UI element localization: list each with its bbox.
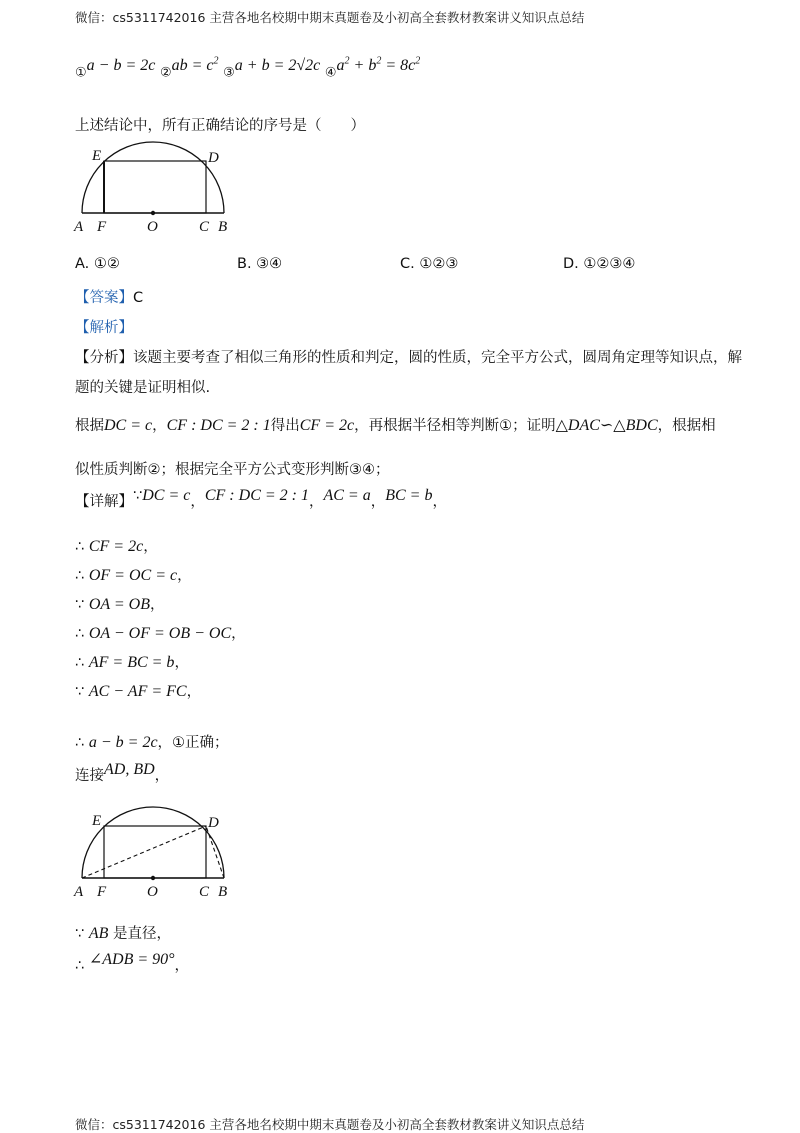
answer-value: C — [133, 290, 144, 306]
conclusion-1-expr: a − b = 2c — [86, 57, 156, 75]
label-E: E — [92, 813, 102, 829]
conclusion-4-expr: $a^2 + b^2 = 8c^2$ — [336, 56, 421, 75]
step-6: ∵ AC − AF = FC， — [75, 683, 202, 700]
segment-AD — [82, 826, 206, 878]
label-D: D — [208, 150, 219, 166]
step-4: ∴ OA − OF = OB − OC， — [75, 625, 246, 642]
label-B: B — [218, 884, 228, 900]
center-point — [151, 876, 155, 880]
label-C: C — [199, 219, 210, 235]
center-point — [151, 211, 155, 215]
rectangle-EFCD — [104, 161, 206, 213]
step-5: ∴ AF = BC = b， — [75, 654, 189, 671]
figure-semicircle-2 — [70, 805, 240, 905]
label-C: C — [199, 884, 210, 900]
conclusion-1-correct: ∴ a − b = 2c，①正确； — [75, 734, 229, 751]
option-c[interactable]: C. ①②③ — [400, 256, 459, 272]
step-1: ∴ CF = 2c， — [75, 538, 158, 555]
option-d[interactable]: D. ①②③④ — [563, 256, 636, 272]
label-A: A — [74, 884, 84, 900]
analysis-line-1: 【分析】该题主要考查了相似三角形的性质和判定，圆的性质，完全平方公式，圆周角定理等知识点，解 — [75, 350, 742, 366]
analysis-header: 【解析】 — [75, 320, 133, 336]
header-watermark: 微信：cs5311742016 主营各地名校期中期末真题卷及小初高全套教材教案讲义知识点总结 — [75, 10, 585, 25]
label-F: F — [97, 884, 107, 900]
rectangle-EFCD — [104, 826, 206, 878]
label-B: B — [218, 219, 228, 235]
method-line-1: 根据DC = c，CF : DC = 2 : 1得出CF = 2c，再根据半径相等判断①；证明△DAC∽△BDC，根据相 — [75, 417, 716, 434]
label-D: D — [208, 815, 219, 831]
label-E: E — [92, 148, 102, 164]
conclusions-line — [75, 56, 421, 81]
label-O: O — [147, 884, 158, 900]
figure-semicircle-1 — [70, 140, 240, 240]
answer-line — [75, 286, 143, 307]
label-A: A — [74, 219, 84, 235]
conclusion-3-expr: a + b = 2√2c — [234, 57, 321, 75]
label-O: O — [147, 219, 158, 235]
method-line-2: 似性质判断②；根据完全平方公式变形判断③④； — [75, 462, 390, 478]
conclusion-2-expr: ab = $c^2$ — [171, 56, 219, 75]
conclusion-2-number: ② — [159, 65, 172, 81]
footer-watermark: 微信：cs5311742016 主营各地名校期中期末真题卷及小初高全套教材教案讲义知识点总结 — [75, 1117, 585, 1132]
conclusion-1-number: ① — [75, 65, 87, 81]
diameter-statement: ∵ AB 是直径， — [75, 925, 171, 942]
option-a[interactable]: A. ①② — [75, 256, 120, 272]
answer-label: 【答案】 — [75, 290, 133, 306]
question-text: 上述结论中，所有正确结论的序号是（ ） — [75, 118, 365, 134]
connect-line: 连接AD, BD， — [75, 761, 170, 784]
conclusion-4-number: ④ — [324, 65, 337, 81]
step-2: ∴ OF = OC = c， — [75, 567, 192, 584]
analysis-line-2: 题的关键是证明相似. — [75, 380, 211, 396]
detail-line: 【详解】∵DC = c，CF : DC = 2 : 1，AC = a，BC = b， — [75, 487, 447, 510]
conclusion-3-number: ③ — [223, 65, 235, 81]
angle-statement: ∴ ∠ADB = 90°， — [75, 951, 190, 974]
step-3: ∵ OA = OB， — [75, 596, 165, 613]
label-F: F — [97, 219, 107, 235]
semicircle-arc — [82, 807, 224, 878]
option-b[interactable]: B. ③④ — [237, 256, 283, 272]
